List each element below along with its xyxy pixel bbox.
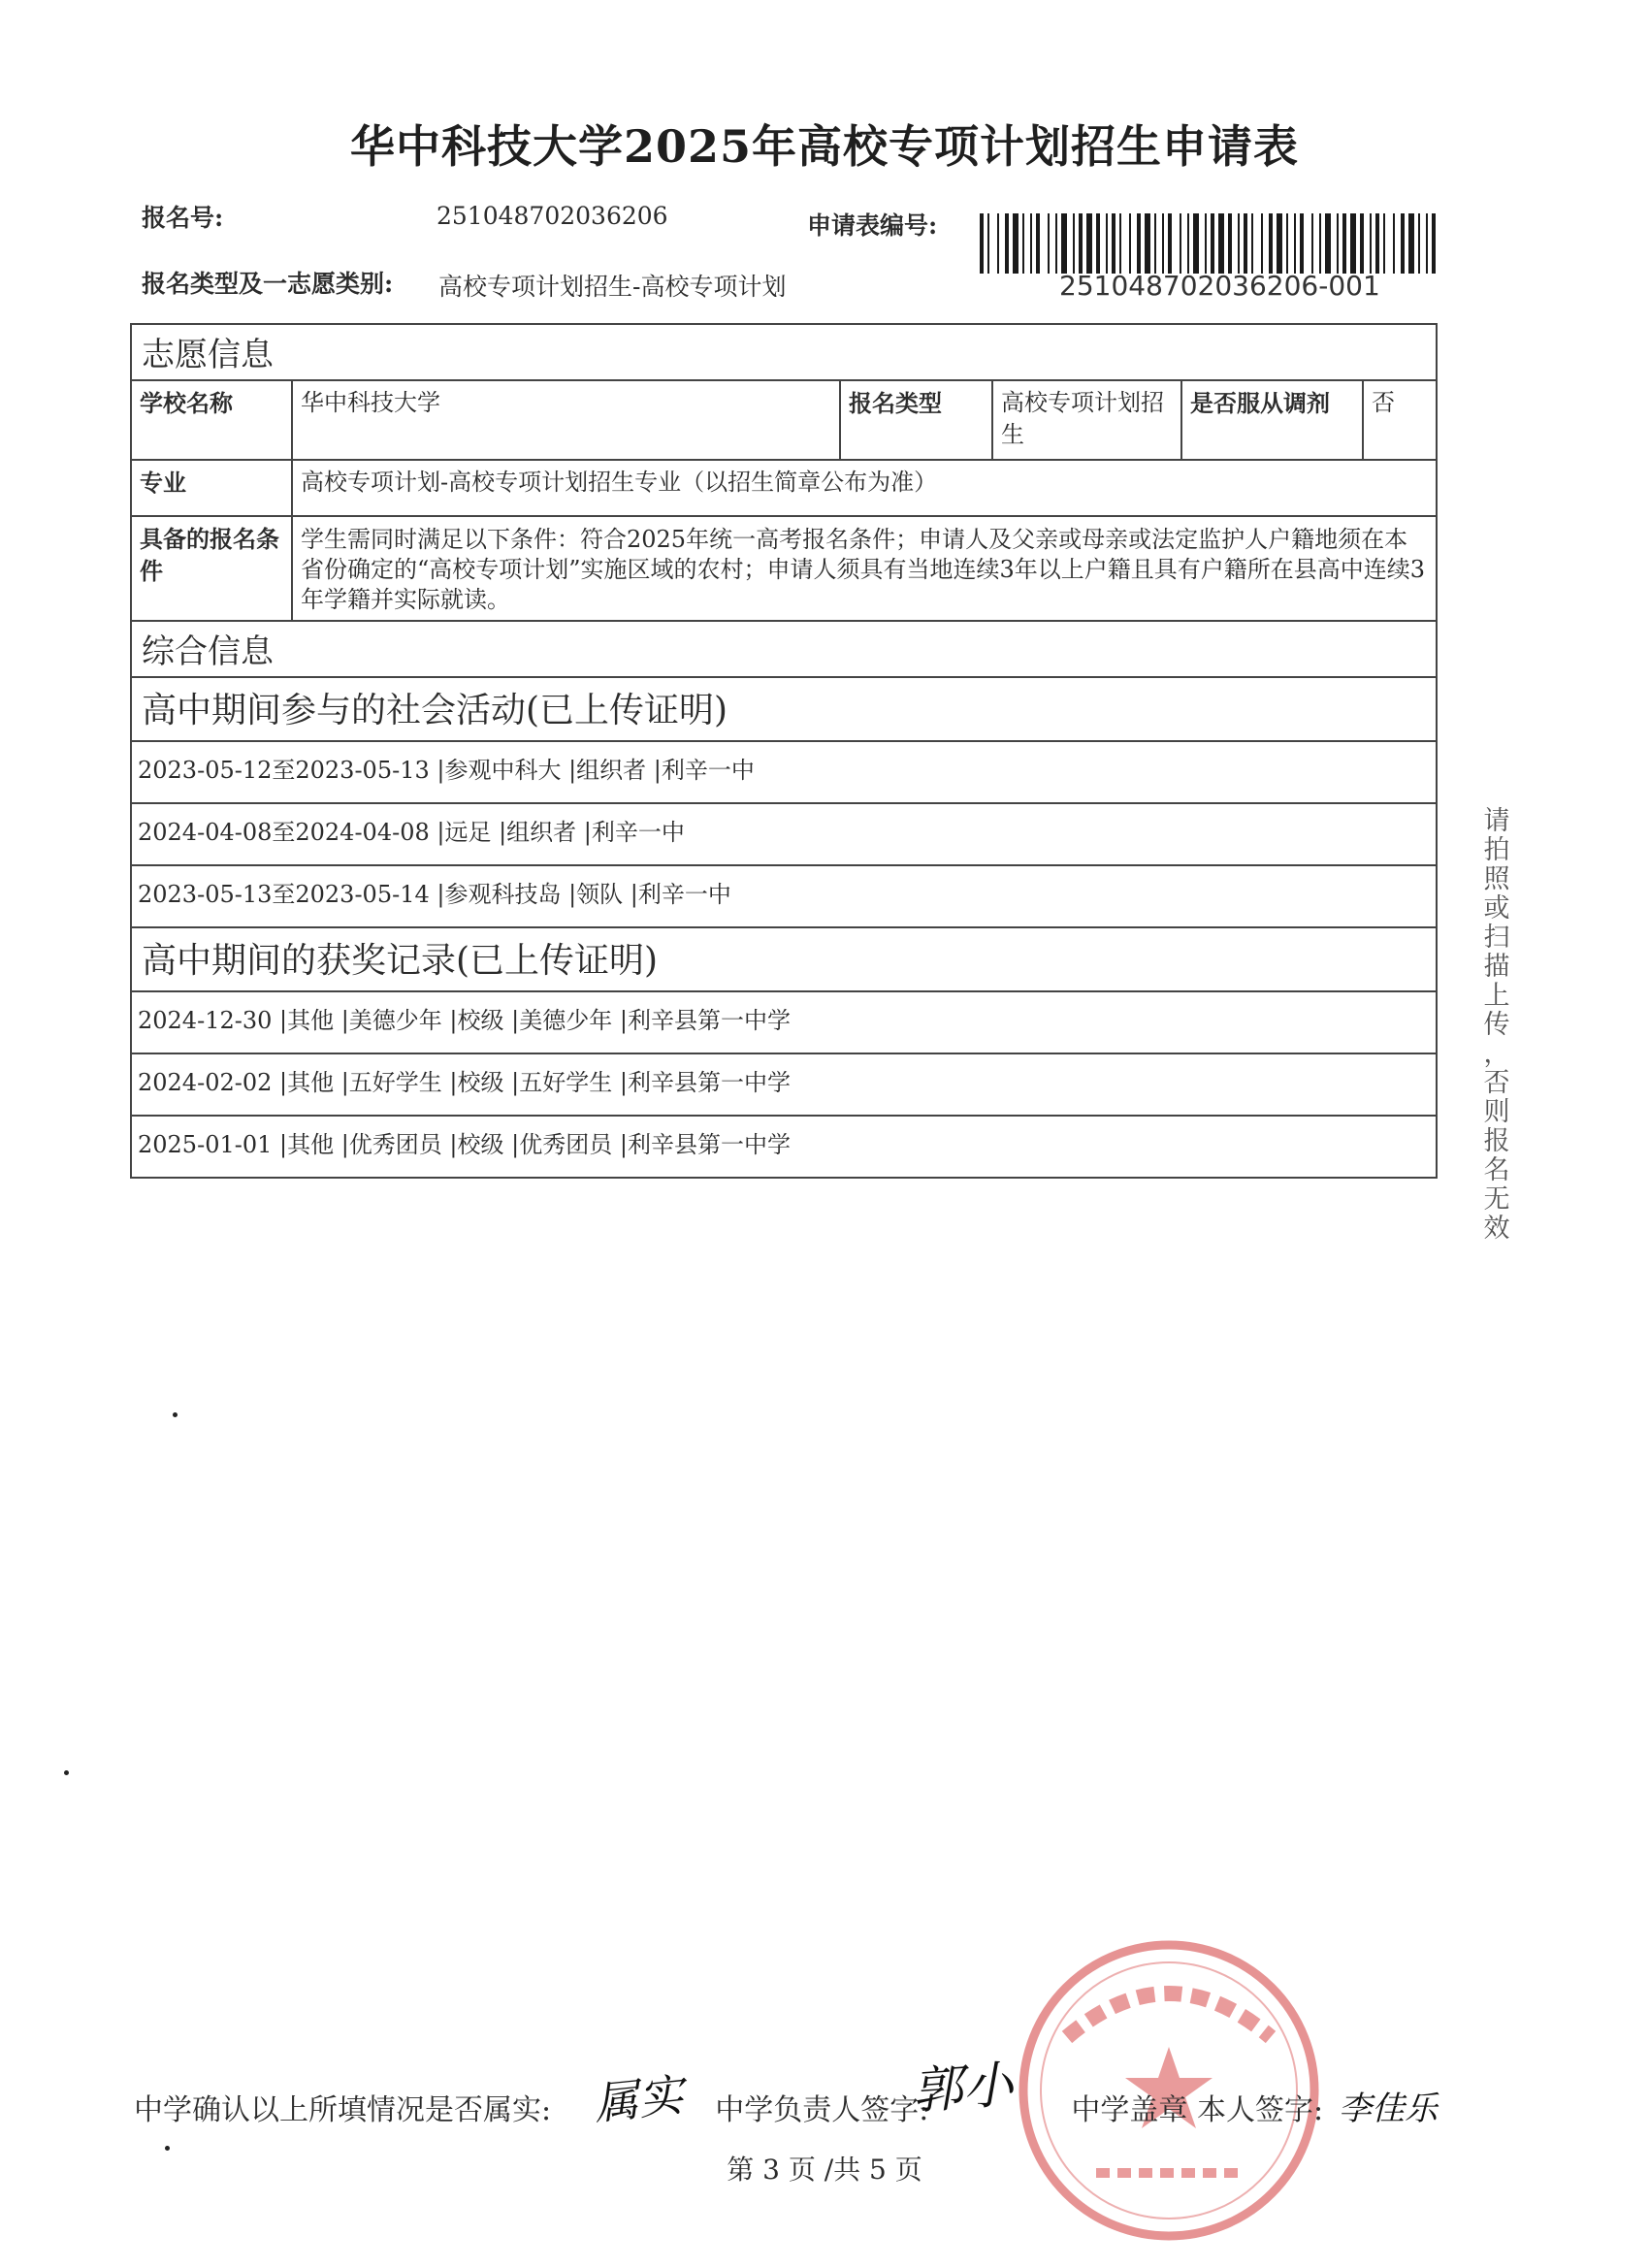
list-item: 2023-05-13至2023-05-14 |参观科技岛 |领队 |利辛一中 xyxy=(132,866,1436,928)
scan-speck xyxy=(64,1770,69,1775)
barcode-bar xyxy=(1205,213,1207,274)
barcode-bar xyxy=(1432,213,1436,274)
barcode-bar xyxy=(1311,213,1313,274)
form-no-label: 申请表编号: xyxy=(807,211,938,240)
barcode-bar xyxy=(1154,213,1156,274)
barcode-bar xyxy=(1073,213,1075,274)
barcode-bar xyxy=(1055,213,1057,274)
barcode-bar xyxy=(1277,213,1282,274)
list-item: 2023-05-12至2023-05-13 |参观中科大 |组织者 |利辛一中 xyxy=(132,742,1436,804)
conditions-row xyxy=(132,517,1436,622)
side-note-char: 描 xyxy=(1483,952,1510,982)
school-row xyxy=(132,381,1436,461)
confirm-handwritten-signature: 属实 xyxy=(591,2068,686,2130)
school-value: 华中科技大学 xyxy=(293,381,841,459)
barcode-bar xyxy=(997,213,999,274)
barcode-bar xyxy=(1119,213,1121,274)
principal-label: 中学负责人签字: xyxy=(715,2093,929,2127)
barcode-bar xyxy=(1300,213,1304,274)
awards-title: 高中期间的获奖记录(已上传证明) xyxy=(132,928,1436,992)
side-note-char: 传 xyxy=(1483,1010,1510,1040)
self-label: 本人签字: xyxy=(1196,2093,1324,2127)
barcode-number: 251048702036206-001 xyxy=(1059,270,1380,302)
barcode-bar xyxy=(1013,213,1018,274)
side-note-char: 照 xyxy=(1483,864,1510,894)
barcode-bar xyxy=(1286,213,1288,274)
barcode-bar xyxy=(1162,213,1164,274)
side-note-char: 名 xyxy=(1483,1155,1510,1185)
barcode-bar xyxy=(1096,213,1100,274)
barcode-bar xyxy=(980,213,984,274)
side-note-char: 效 xyxy=(1483,1214,1510,1244)
barcode-bar xyxy=(1112,213,1116,274)
barcode-bar xyxy=(1350,213,1356,274)
category-value: 高校专项计划招生-高校专项计划 xyxy=(438,273,787,301)
barcode-bar xyxy=(1325,213,1331,274)
barcode-bar xyxy=(1337,213,1339,274)
side-note-char: 则 xyxy=(1483,1097,1510,1127)
side-note-char: 报 xyxy=(1483,1126,1510,1156)
school-label: 学校名称 xyxy=(132,381,293,459)
type-value: 高校专项计划招生 xyxy=(993,381,1182,459)
barcode-bar xyxy=(1061,213,1067,274)
barcode-bar xyxy=(1030,213,1032,274)
wish-section-title: 志愿信息 xyxy=(132,325,1436,381)
barcode-bar xyxy=(1022,213,1024,274)
barcode-bar xyxy=(1251,213,1253,274)
page-number: 第 3 页 /共 5 页 xyxy=(727,2154,922,2186)
activities-title: 高中期间参与的社会活动(已上传证明) xyxy=(132,678,1436,742)
self-handwritten-signature: 李佳乐 xyxy=(1339,2090,1438,2128)
list-item: 2024-12-30 |其他 |美德少年 |校级 |美德少年 |利辛县第一中学 xyxy=(132,992,1436,1054)
barcode-bar xyxy=(1238,213,1240,274)
reg-no-label: 报名号: xyxy=(142,204,224,232)
barcode-bar xyxy=(1193,213,1199,274)
barcode-bar xyxy=(1261,213,1263,274)
list-item: 2024-02-02 |其他 |五好学生 |校级 |五好学生 |利辛县第一中学 xyxy=(132,1054,1436,1117)
barcode-bar xyxy=(1401,213,1405,274)
major-row xyxy=(132,461,1436,517)
barcode-bar xyxy=(1079,213,1083,274)
barcode-bar xyxy=(1106,213,1108,274)
side-note-char: 或 xyxy=(1483,893,1510,923)
barcode-bar xyxy=(1408,213,1414,274)
conditions-label: 具备的报名条件 xyxy=(132,517,293,620)
side-note xyxy=(1482,807,1511,1244)
barcode-bar xyxy=(1187,213,1189,274)
barcode-bar xyxy=(1168,213,1172,274)
adjust-label: 是否服从调剂 xyxy=(1182,381,1364,459)
barcode-bar xyxy=(1228,213,1232,274)
side-note-char: 无 xyxy=(1483,1184,1510,1215)
list-item: 2025-01-01 |其他 |优秀团员 |校级 |优秀团员 |利辛县第一中学 xyxy=(138,1131,791,1158)
major-value: 高校专项计划-高校专项计划招生专业（以招生简章公布为准） xyxy=(301,469,938,496)
barcode-bar xyxy=(1244,213,1247,274)
barcode-bar xyxy=(1342,213,1346,274)
barcode-bar xyxy=(1137,213,1141,274)
reg-no-value: 251048702036206 xyxy=(436,202,668,230)
seal-label: 中学盖章 xyxy=(1071,2093,1188,2127)
barcode-bar xyxy=(1375,213,1379,274)
confirm-label: 中学确认以上所填情况是否属实: xyxy=(134,2093,552,2127)
side-note-char: 扫 xyxy=(1483,923,1510,953)
barcode-bar xyxy=(1180,213,1181,274)
side-note-char: 否 xyxy=(1483,1068,1510,1098)
footer-signature-line xyxy=(134,2086,1323,2128)
barcode-bar xyxy=(1269,213,1273,274)
type-label: 报名类型 xyxy=(841,381,993,459)
barcode-bar xyxy=(1145,213,1150,274)
major-label: 专业 xyxy=(132,461,293,515)
barcode-bar xyxy=(1048,213,1050,274)
adjust-value: 否 xyxy=(1372,389,1395,416)
conditions-value: 学生需同时满足以下条件：符合2025年统一高考报名条件；申请人及父亲或母亲或法定监护人户籍地须在本省份确定的“高校专项计划”实施区域的农村；申请人须具有当地连续3年以上户籍且具有户籍所在县高中连续3年学籍并实际就读。 xyxy=(301,526,1426,613)
category-label: 报名类型及一志愿类别: xyxy=(142,270,394,298)
barcode-bar xyxy=(987,213,989,274)
barcode-bar xyxy=(1211,213,1214,274)
awards-list xyxy=(132,992,1436,1177)
barcode-bar xyxy=(1360,213,1364,274)
application-form xyxy=(130,323,1438,1179)
page-title: 华中科技大学2025年高校专项计划招生申请表 xyxy=(349,120,1300,173)
barcode-bar xyxy=(1319,213,1321,274)
activities-list xyxy=(132,742,1436,928)
barcode-bar xyxy=(1426,213,1428,274)
barcode-bar xyxy=(1005,213,1009,274)
barcode-bar xyxy=(1218,213,1224,274)
barcode-bar xyxy=(1294,213,1296,274)
side-note-char: 拍 xyxy=(1483,835,1510,865)
principal-handwritten-signature: 郭小 xyxy=(910,2056,1016,2122)
scan-speck xyxy=(165,2146,170,2151)
general-section-title: 综合信息 xyxy=(132,622,1436,678)
barcode-bar xyxy=(1418,213,1420,274)
barcode-bar xyxy=(1370,213,1372,274)
barcode-bar xyxy=(1383,213,1385,274)
barcode xyxy=(980,213,1438,274)
side-note-char: ， xyxy=(1483,1039,1510,1069)
barcode-bar xyxy=(1393,213,1395,274)
scan-speck xyxy=(173,1412,178,1417)
barcode-bar xyxy=(1036,213,1040,274)
barcode-bar xyxy=(1086,213,1092,274)
barcode-bar xyxy=(1129,213,1131,274)
list-item: 2024-04-08至2024-04-08 |远足 |组织者 |利辛一中 xyxy=(132,804,1436,866)
side-note-char: 上 xyxy=(1483,981,1510,1011)
side-note-char: 请 xyxy=(1483,806,1510,836)
